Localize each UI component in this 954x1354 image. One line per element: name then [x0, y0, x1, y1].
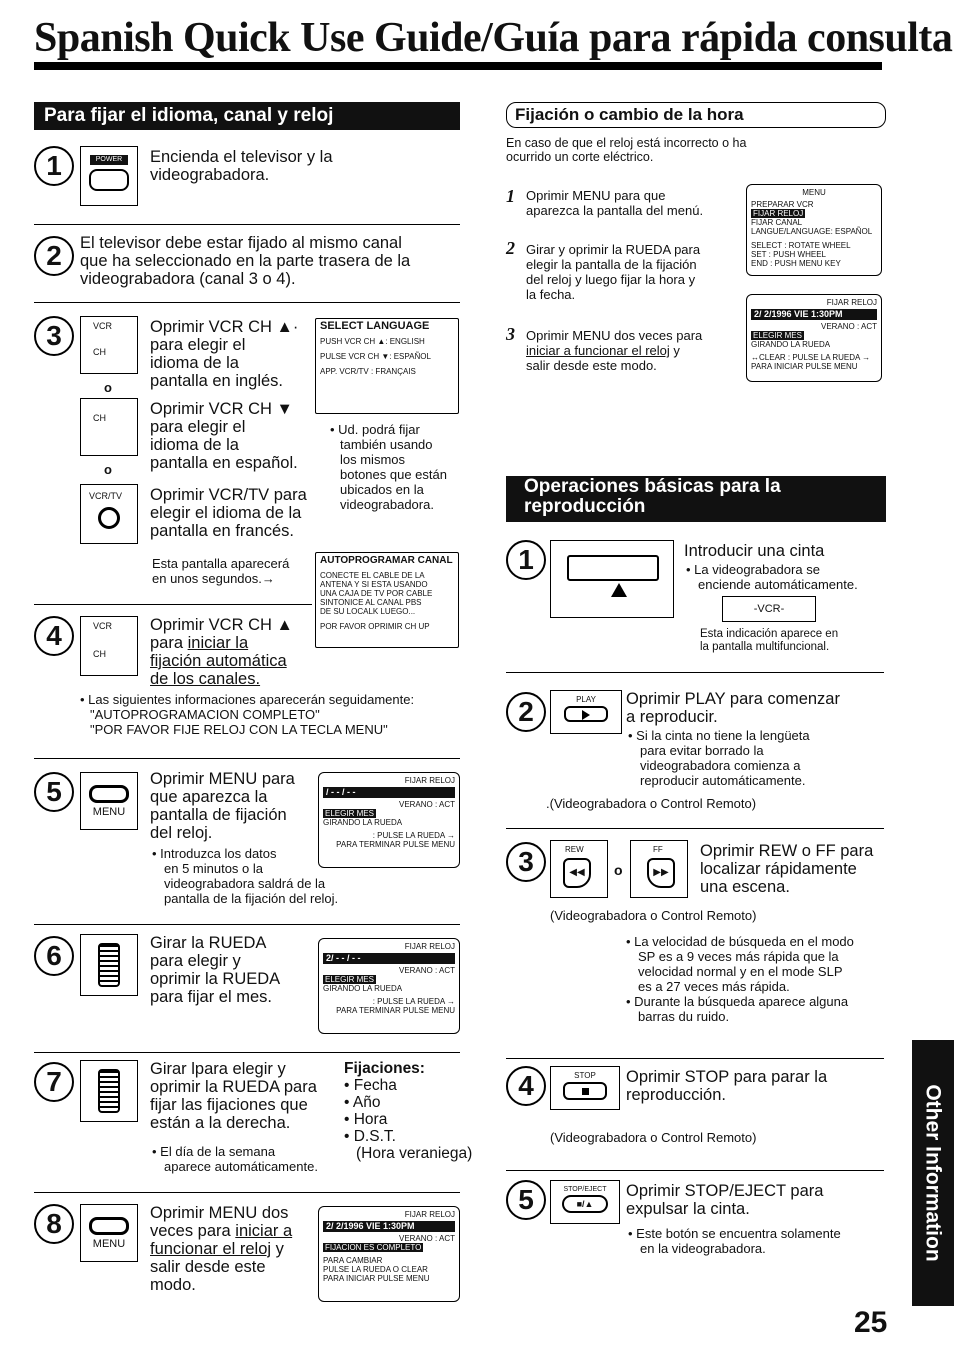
step-number: 6 [34, 936, 74, 976]
vcr-indicator: -VCR- [722, 596, 816, 622]
step-text: Oprimir MENU para que aparezca la pantalla de fijación del reloj. [150, 770, 295, 842]
menu-screen: MENU PREPARAR VCR FIJAR RELOJ FIJAR CANAL LANGUE/LANGUAGE: ESPAÑOL SELECT : ROTATE WHEEL SET : PUSH WHEEL END : PUSH MENU KEY [746, 184, 882, 276]
step-text: Girar lpara elegir y oprimir la RUEDA para fijar las fijaciones que están a la derecha. [150, 1060, 317, 1132]
divider [506, 1170, 884, 1171]
autoprogram-screen: AUTOPROGRAMAR CANAL CONECTE EL CABLE DE LA ANTENA Y SI ESTA USANDO UNA CAJA DE TV POR CABLE SINTONICE AL CANAL PBS DE SU LOCALK LUEGO... POR FAVOR OPRIMIR CH UP [315, 552, 459, 648]
divider [506, 1058, 884, 1059]
step-text: Oprimir MENU dos veces para iniciar a funcionar el reloj y salir desde este modo. [150, 1204, 293, 1294]
fast-forward-icon: ▶▶ [647, 858, 675, 888]
intro-text: En caso de que el reloj está incorrecto o ha ocurrido un corte eléctrico. [506, 136, 747, 164]
divider [34, 1052, 460, 1053]
note-text: Esta indicación aparece en la pantalla multifuncional. [700, 628, 839, 653]
vcr-ch-up-button: VCR CH [80, 316, 138, 374]
section-banner-playback: Operaciones básicas para la reproducción [506, 476, 886, 522]
item-text: Oprimir MENU para que aparezca la pantalla del menú. [526, 188, 704, 218]
divider [34, 758, 460, 759]
note-text: • Ud. podrá fijar también usando los mismos botones que están ubicados en la videograbadora. [330, 422, 447, 512]
item-number: 2 [506, 238, 515, 258]
section-banner-language: Para fijar el idioma, canal y reloj [34, 102, 460, 130]
play-button: PLAY [550, 690, 622, 734]
clock-screen: FIJAR RELOJ 2/ - - / - - VERANO : ACT ELEGIR MES GIRANDO LA RUEDA : PULSE LA RUEDA → PARA TERMINAR PULSE MENU [318, 938, 460, 1034]
step-text: Oprimir PLAY para comenzar a reproducir. [626, 690, 840, 726]
or-label: o [104, 380, 112, 395]
source-text: (Videograbadora o Control Remoto) [550, 908, 757, 923]
rewind-icon: ◀◀ [563, 858, 591, 888]
power-icon [89, 169, 129, 191]
divider [34, 224, 460, 225]
step-text: Oprimir VCR CH ▲· para elegir el idioma de la pantalla en inglés. [150, 318, 299, 390]
round-button-icon [98, 507, 120, 529]
note-text: • La videograbadora se enciende automáticamente. [686, 562, 858, 592]
clock-screen: FIJAR RELOJ 2/ 2/1996 VIE 1:30PM VERANO : ACT FIJACION ES COMPLETO PARA CAMBIAR PULSE LA RUEDA O CLEAR PARA INICIAR PULSE MENU [318, 1206, 460, 1302]
menu-key-icon [89, 785, 129, 803]
note-text: • El día de la semana aparece automáticamente. [152, 1144, 318, 1174]
step-text: El televisor debe estar fijado al mismo canal que ha seleccionado en la parte trasera de la videograbadora (canal 3 o 4). [80, 234, 411, 288]
step-text: Oprimir STOP para parar la reproducción. [626, 1068, 828, 1104]
divider [34, 302, 460, 303]
ff-button: FF ▶▶ [630, 840, 688, 898]
vcr-ch-up-button: VCR CH [80, 616, 138, 676]
settings-list: Fijaciones: • Fecha • Año • Hora • D.S.T. (Hora veraniega) [344, 1060, 473, 1162]
item-text: Girar y oprimir la RUEDA para elegir la pantalla de la fijación del reloj y luego fijar la hora y la fecha. [526, 242, 701, 302]
stop-button: STOP [550, 1066, 620, 1110]
power-button [80, 146, 138, 206]
divider [506, 828, 884, 829]
step-number: 5 [506, 1180, 546, 1220]
cassette-insert-icon [550, 540, 674, 618]
item-number: 3 [506, 324, 515, 344]
item-number: 1 [506, 186, 515, 206]
section-heading-clock: Fijación o cambio de la hora [506, 102, 886, 128]
divider [506, 672, 884, 673]
note-text: • La velocidad de búsqueda en el modo SP es a 9 veces más rápida que la velocidad normal y en el mode SLP es a 27 veces más rápida. • Durante la búsqueda aparece alguna barras du ruido. [626, 934, 854, 1024]
clock-screen: FIJAR RELOJ 2/ 2/1996 VIE 1:30PM VERANO : ACT ELEGIR MES GIRANDO LA RUEDA ↔CLEAR : PULSE LA RUEDA → PARA INICIAR PULSE MENU [746, 294, 882, 382]
source-text: (Videograbadora o Control Remoto) [550, 1130, 757, 1145]
vcr-tv-button: VCR/TV [80, 484, 138, 544]
page-title: Spanish Quick Use Guide/Guía para rápida consulta [34, 15, 953, 61]
step-text: Introducir una cinta [684, 542, 825, 560]
or-label: o [104, 462, 112, 477]
step-number: 5 [34, 772, 74, 812]
step-number: 4 [506, 1066, 546, 1106]
step-number: 7 [34, 1062, 74, 1102]
clock-screen: FIJAR RELOJ / - - / - - VERANO : ACT ELEGIR MES GIRANDO LA RUEDA : PULSE LA RUEDA → PARA TERMINAR PULSE MENU [318, 772, 460, 868]
menu-button: MENU [80, 772, 138, 830]
divider [34, 1192, 460, 1193]
stop-icon [563, 1082, 607, 1100]
step-text: Oprimir VCR CH ▲ para iniciar la fijación automática de los canales. [150, 616, 293, 688]
or-label: o [614, 862, 623, 878]
source-text: .(Videograbadora o Control Remoto) [546, 796, 757, 811]
note-text: • Si la cinta no tiene la lengüeta para evitar borrado la videograbadora comienza a reproducir automáticamente. [628, 728, 810, 788]
step-text: Oprimir VCR CH ▼ para elegir el idioma de la pantalla en español. [150, 400, 298, 472]
step-number: 3 [34, 316, 74, 356]
step-number: 8 [34, 1204, 74, 1244]
note-text: • Este botón se encuentra solamente en la videograbadora. [628, 1226, 841, 1256]
step-text: Girar la RUEDA para elegir y oprimir la RUEDA para fijar el mes. [150, 934, 281, 1006]
note-text: Esta pantalla aparecerá en unos segundos.→ [152, 556, 290, 586]
divider [34, 924, 460, 925]
step-number: 3 [506, 842, 546, 882]
page-number: 25 [854, 1306, 888, 1339]
play-icon [564, 706, 608, 722]
wheel-icon [80, 1060, 138, 1122]
step-text: Oprimir STOP/EJECT para expulsar la cinta. [626, 1182, 824, 1218]
side-tab-other-information: Other Information [912, 1040, 954, 1306]
note-text: • Las siguientes informaciones aparecerán seguidamente: "AUTOPROGRAMACION COMPLETO" "POR FAVOR FIJE RELOJ CON LA TECLA MENU" [80, 692, 415, 737]
wheel-icon [80, 934, 138, 996]
rew-button: REW ◀◀ [550, 840, 608, 898]
select-language-screen: SELECT LANGUAGE PUSH VCR CH ▲: ENGLISH PULSE VCR CH ▼: ESPAÑOL APP. VCR/TV : FRANÇAIS [315, 318, 459, 414]
stop-eject-button: STOP/EJECT ■/▲ [550, 1180, 620, 1224]
step-number: 2 [34, 236, 74, 276]
step-number: 1 [34, 146, 74, 186]
step-text: Encienda el televisor y la videograbadora. [150, 148, 333, 184]
step-text: Oprimir VCR/TV para elegir el idioma de la pantalla en francés. [150, 486, 307, 540]
step-number: 1 [506, 540, 546, 580]
divider [34, 604, 312, 605]
vcr-ch-down-button: CH [80, 398, 138, 456]
item-text: Oprimir MENU dos veces para iniciar a funcionar el reloj y salir desde este modo. [526, 328, 703, 373]
title-rule [34, 62, 882, 70]
note-text: • Introduzca los datos en 5 minutos o la videograbadora saldrá de la pantalla de la fijación del reloj. [152, 846, 339, 906]
step-text: Oprimir REW o FF para localizar rápidamente una escena. [700, 842, 874, 896]
power-label: POWER [90, 155, 128, 165]
step-number: 4 [34, 616, 74, 656]
stop-eject-icon: ■/▲ [562, 1195, 608, 1213]
menu-button: MENU [80, 1204, 138, 1262]
step-number: 2 [506, 692, 546, 732]
menu-key-icon [89, 1217, 129, 1235]
